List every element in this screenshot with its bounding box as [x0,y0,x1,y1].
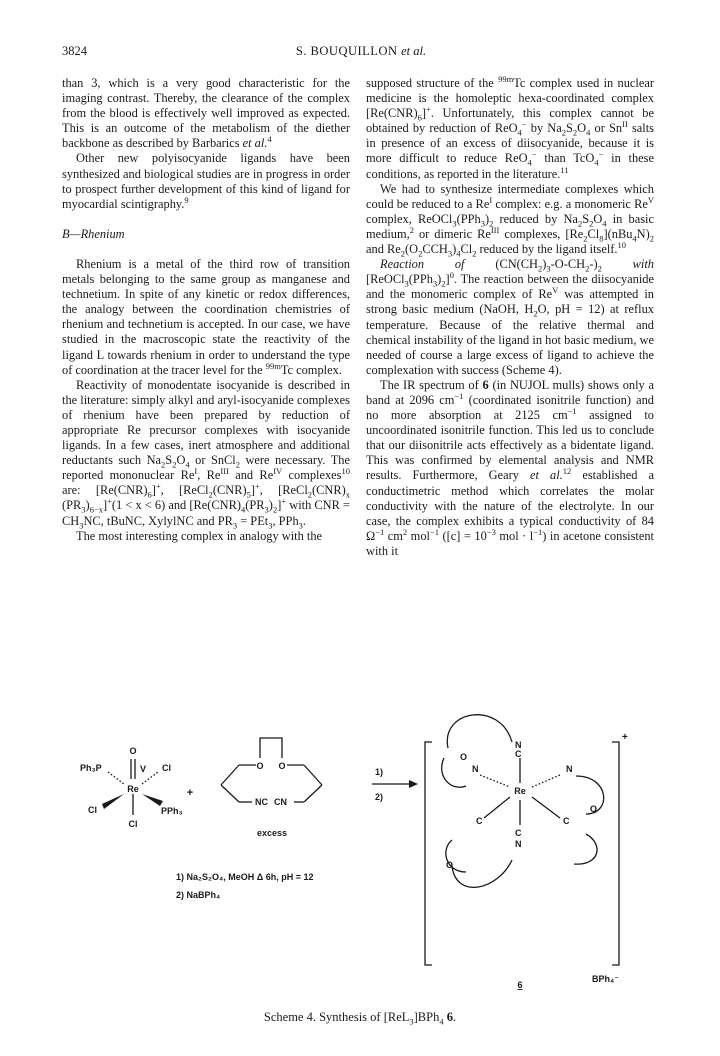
atom-cl: Cl [128,819,138,829]
atom-c: C [476,816,483,826]
scheme-caption: Scheme 4. Synthesis of [ReL$_3$]BPh$_4$ 6. [263,1010,457,1027]
running-head-authors: S. BOUQUILLON [295,44,398,58]
ring-right-down [304,785,322,802]
atom-n: N [515,740,522,750]
atom-o: O [446,860,454,870]
ring-right-up [304,765,322,785]
bond-re-cn-lower-right [532,797,560,818]
page-header [62,44,660,62]
bond-re-cn-lower-left [484,797,510,818]
compound-number: 6 [517,980,523,990]
atom-n: N [472,764,479,774]
atom-o: O [460,752,468,762]
bond-re-cn-upper-right [532,775,560,787]
charge-plus: + [622,732,628,743]
atom-n: N [515,839,522,849]
paragraph: Reactivity of monodentate isocyanide is described in the literature: simply alkyl and aryl-isocyanide complexes of rhenium have been prepared by reduction of appropriate Re precursor complexes with isocyanide ligands. In a few cases, inert atmosphere and additional reductants such $Na_2S_2O_4$ or SnCl$_2$ were necessary. The reported mononuclear $Re^I$, $Re^{III}$ and $Re^{IV}$ complexes$^{10}$ are: $[Re(CNR)_6]^+$, $[ReCl_2(CNR)_5]^+$, [$ReCl_2(CNR)_x$ $(PR_3)_{6-x}]^+(1 < x < 6)$ and $[Re(CNR)_4(PR_3)_2]^+$ with CNR = $CH_3NC$, tBuNC, XylylNC and $PR_3 = PEt_3$, PPh$_3$. [62,377,350,530]
paragraph: The most interesting complex in analogy with the [76,528,323,543]
arrow-step-2: 2) [375,792,384,802]
atom-cl: Cl [88,805,97,815]
ligand-pph3: PPh₃ [161,806,183,816]
atom-o: O [129,746,137,756]
atom-o: O [590,804,598,814]
right-column [366,73,654,559]
ring-left-up [221,765,239,785]
group-nc: NC [255,797,268,807]
label-v: V [140,764,147,774]
label-excess: excess [256,828,288,838]
bracket-right [612,742,619,965]
atom-o: O [278,761,286,771]
ligand-ph3p: Ph₃P [80,763,102,773]
conditions-line-2: 2) NaBPh₄ [176,890,221,900]
atom-c: C [515,749,522,759]
atom-cl: Cl [162,763,171,773]
atom-c: C [563,816,570,826]
counter-ion: BPh₄⁻ [592,974,620,984]
section-heading: B—Rhenium [62,226,125,241]
paragraph: We had to synthesize intermediate complexes which could be reduced to a $Re^I$ complex: e.g. a monomeric $Re^V$ complex, $ReOCl_3(PPh_3)_2$ reduced by $Na_2S_2O_4$ in basic medium,$^2$ or dimeric $Re^{III}$ complexes, $[Re_2Cl_8](nBu_4N)_2$ and $Re_2(O_2CCH_3)_4Cl_2$ reduced by the ligand itself.$^{10}$ [366,181,654,259]
atom-re: Re [127,784,139,794]
atom-o: O [256,761,264,771]
paragraph: supposed structure of the $^{99m}$Tc complex used in nuclear medicine is the homoleptic hexa-coordinated complex $[Re(CNR)_6]^+$. Unfortunately, this complex cannot be obtained by reduction of ReO$_4$− by $Na_2S_2O_4$ or $Sn^{II}$ salts in presence of an excess of diisocyanide, because it is more difficult to reduce ReO$_4$− than TcO$_4$− in these conditions, as reported in the literature.$^{11}$ [366,73,654,181]
reaction-arrow-head [409,780,418,788]
atom-re: Re [514,786,526,796]
bond-re-cn-upper-left [480,775,510,787]
left-column [62,76,350,544]
bracket-left [425,742,432,965]
ring-top [260,738,282,758]
plus-sign: + [186,787,194,799]
paragraph: Other new polyisocyanide ligands have been synthesized and biological studies are in progress in order to prospect further development of this kind of ligand for myocardial scintigraphy.$^9$ [62,151,350,211]
bond-re-pph3-hashed [108,772,124,784]
atom-c: C [515,828,522,838]
scheme-4-drawing [0,690,720,990]
running-head-etal: et al. [401,44,427,58]
bond-re-cl-wedge [102,794,124,809]
running-head [62,44,660,59]
group-cn: CN [274,797,287,807]
paragraph: than 3, which is a very good characteristic for the imaging contrast. Thereby, the clearance of the complex from the blood is effectively well improved as expected. This is an outcome of the metabolism of the diether backbone as described by Barbarics et al.$^4$ [62,76,350,151]
conditions-line-1: 1) Na₂S₂O₄, MeOH Δ 6h, pH = 12 [176,872,314,882]
bond-re-pph3-wedge [142,794,163,806]
chelate-bottom-arc [452,860,512,887]
paragraph: The IR spectrum of 6 (in NUJOL mulls) shows only a band at 2096 $cm^{-1}$ (coordinated isonitrile function) and no more absorption at 2125 $cm^{-1}$ assigned to uncoordinated isonitrile function. This led us to conclude that our diisonitrile acts effectively as a bidentate ligand. This was confirmed by elemental analysis and NMR results. Furthermore, Geary et al.$^{12}$ established a conductimetric method which correlates the molar conductivity with the nature of the electrolyte. In our case, the complex exhibits a typical conductivity of 84 $\Omega^{-1}$ $cm^2$ mol$^{-1}$ ($[c] = 10^{-3}$ mol · $l^{-1}$) in acetone consistent with it [366,377,654,558]
ring-left-down [221,785,239,802]
chelate-top-left [442,758,466,787]
chelate-top-arc [447,715,512,748]
chelate-right-lower [574,834,597,864]
arrow-step-1: 1) [375,767,384,777]
atom-n: N [566,764,573,774]
paragraph: Rhenium is a metal of the third row of transition metals belonging to the same group as manganese and technetium. In spite of any kinetic or redox differences, the analogy between the coordination chemistries of rhenium and technetium is accepted. In our case, we have studied in the macroscopic state the reactivity of the ligand L towards rhenium in order to understand the type of coordination at the tracer level for the $^{99m}$Tc complex. [62,256,350,377]
page-number: 3824 [62,44,87,58]
paragraph: Reaction of $(CN(CH_2)_3-O-CH_2-)_2$ with $[ReOCl_3(PPh_3)_2]^0$. The reaction between the diisocyanide and the monomeric complex of $Re^V$ was attempted in strong basic medium (NaOH, $H_2O$, pH = 12) at reflux temperature. Because of the relative thermal and chemical instability of the ligand in hot basic medium, we needed of course a large excess of ligand to achieve the complexation with success (Scheme 4). [366,257,654,377]
